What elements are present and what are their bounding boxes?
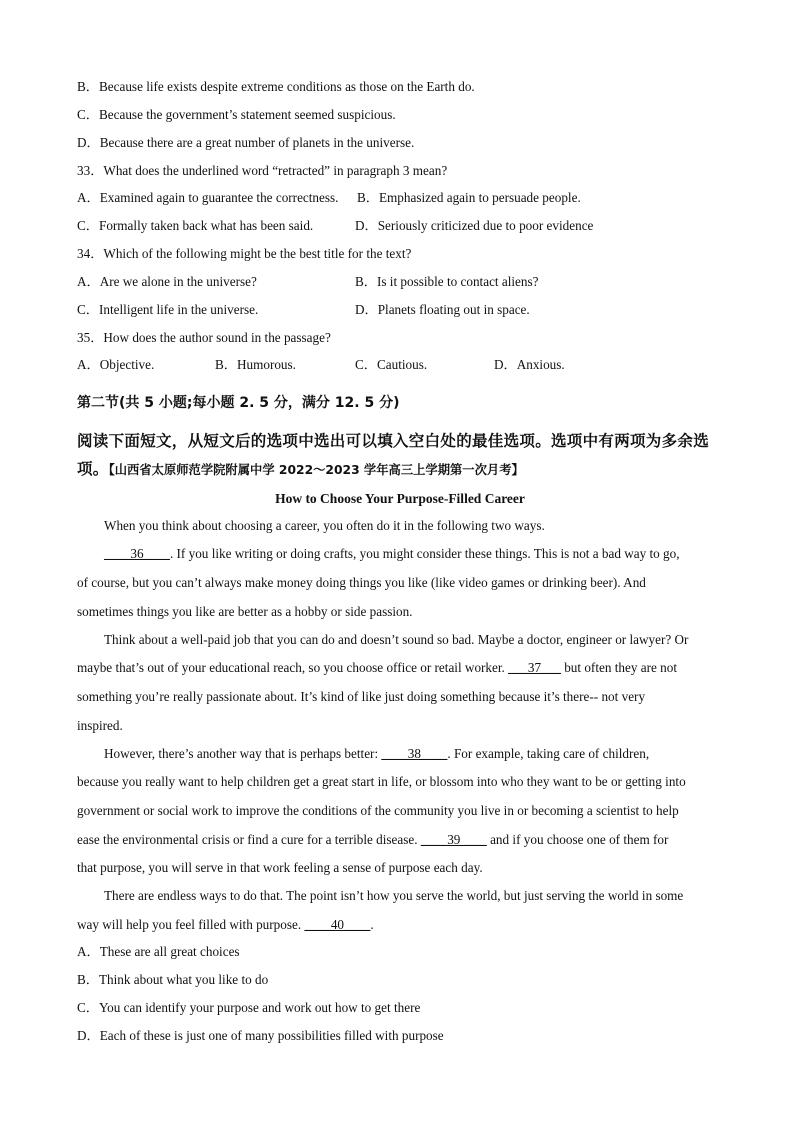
paragraph-4-line-5: that purpose, you will serve in that work feeling a sense of purpose each day. [77,860,483,875]
paragraph-3-line-1: Think about a well-paid job that you can do and doesn’t sound so bad. Maybe a doctor, engineer or lawyer? Or [104,632,689,647]
question-33-option-c: C．Formally taken back what has been said. [77,218,314,233]
paragraph-5-line-1: There are endless ways to do that. The point isn’t how you serve the world, but just serving the world in some [104,888,684,903]
question-35-option-d: D．Anxious. [494,357,565,372]
paragraph-2-line-2: of course, but you can’t always make money doing things you like (like video games or drinking beer). And [77,575,646,590]
blank-39: ____39____ [420,832,487,847]
paragraph-1: When you think about choosing a career, you often do it in the following two ways. [104,518,545,533]
option-c-prev: C．Because the government’s statement seemed suspicious. [77,107,396,122]
question-35-option-a: A．Objective. [77,357,155,372]
question-33-stem: 33．What does the underlined word “retracted” in paragraph 3 mean? [77,163,448,178]
paragraph-3-line-2: maybe that’s out of your educational reach, so you choose office or retail worker. ___37___ but often they are not [77,660,677,675]
question-34-stem: 34．Which of the following might be the best title for the text? [77,246,412,261]
section-heading: 第二节(共 5 小题;每小题 2. 5 分，满分 12. 5 分) [77,395,400,411]
blank-38: ____38____ [381,746,448,761]
paragraph-4-line-2: because you really want to help children get a great start in life, or blossom into who they want to be or getting into [77,774,686,789]
question-33-option-d: D．Seriously criticized due to poor evidence [355,218,594,233]
source-note: 【山西省太原师范学院附属中学 2022～2023 学年高三上学期第一次月考】 [108,463,524,477]
question-34-option-c: C．Intelligent life in the universe. [77,302,259,317]
question-35-option-b: B．Humorous. [215,357,296,372]
question-34-option-d: D．Planets floating out in space. [355,302,530,317]
paragraph-2-line-1: ____36____. If you like writing or doing crafts, you might consider these things. This is not a bad way to go, [104,546,680,561]
question-33-option-a: A．Examined again to guarantee the correctness. [77,190,339,205]
blank-37: ___37___ [508,660,561,675]
paragraph-4-line-3: government or social work to improve the conditions of the community you live in or becoming a scientist to help [77,803,679,818]
question-35-option-c: C．Cautious. [355,357,428,372]
passage-title: How to Choose Your Purpose-Filled Career [275,491,525,506]
question-34-option-a: A．Are we alone in the universe? [77,274,257,289]
option-b-prev: B．Because life exists despite extreme conditions as those on the Earth do. [77,79,475,94]
paragraph-3-line-4: inspired. [77,718,123,733]
paragraph-3-line-3: something you’re really passionate about. It’s kind of like just doing something because it’s there-- not very [77,689,646,704]
paragraph-4-line-1: However, there’s another way that is perhaps better: ____38____. For example, taking care of children, [104,746,650,761]
blank-40: ____40____ [304,917,371,932]
question-35-stem: 35．How does the author sound in the passage? [77,330,331,345]
section-instruction-line2: 项。【山西省太原师范学院附属中学 2022～2023 学年高三上学期第一次月考】 [77,460,524,478]
paragraph-2-line-3: sometimes things you like are better as a hobby or side passion. [77,604,413,619]
question-34-option-b: B．Is it possible to contact aliens? [355,274,539,289]
paragraph-5-line-2: way will help you feel filled with purpose. ____40____. [77,917,374,932]
answer-option-d: D．Each of these is just one of many possibilities filled with purpose [77,1028,444,1043]
option-d-prev: D．Because there are a great number of planets in the universe. [77,135,415,150]
answer-option-c: C．You can identify your purpose and work out how to get there [77,1000,421,1015]
question-33-option-b: B．Emphasized again to persuade people. [357,190,581,205]
answer-option-a: A．These are all great choices [77,944,240,959]
answer-option-b: B．Think about what you like to do [77,972,269,987]
section-instruction-line1: 阅读下面短文，从短文后的选项中选出可以填入空白处的最佳选项。选项中有两项为多余选 [77,432,710,450]
paragraph-4-line-4: ease the environmental crisis or find a cure for a terrible disease. ____39____ and if you choose one of them for [77,832,669,847]
blank-36: ____36____ [104,546,170,561]
